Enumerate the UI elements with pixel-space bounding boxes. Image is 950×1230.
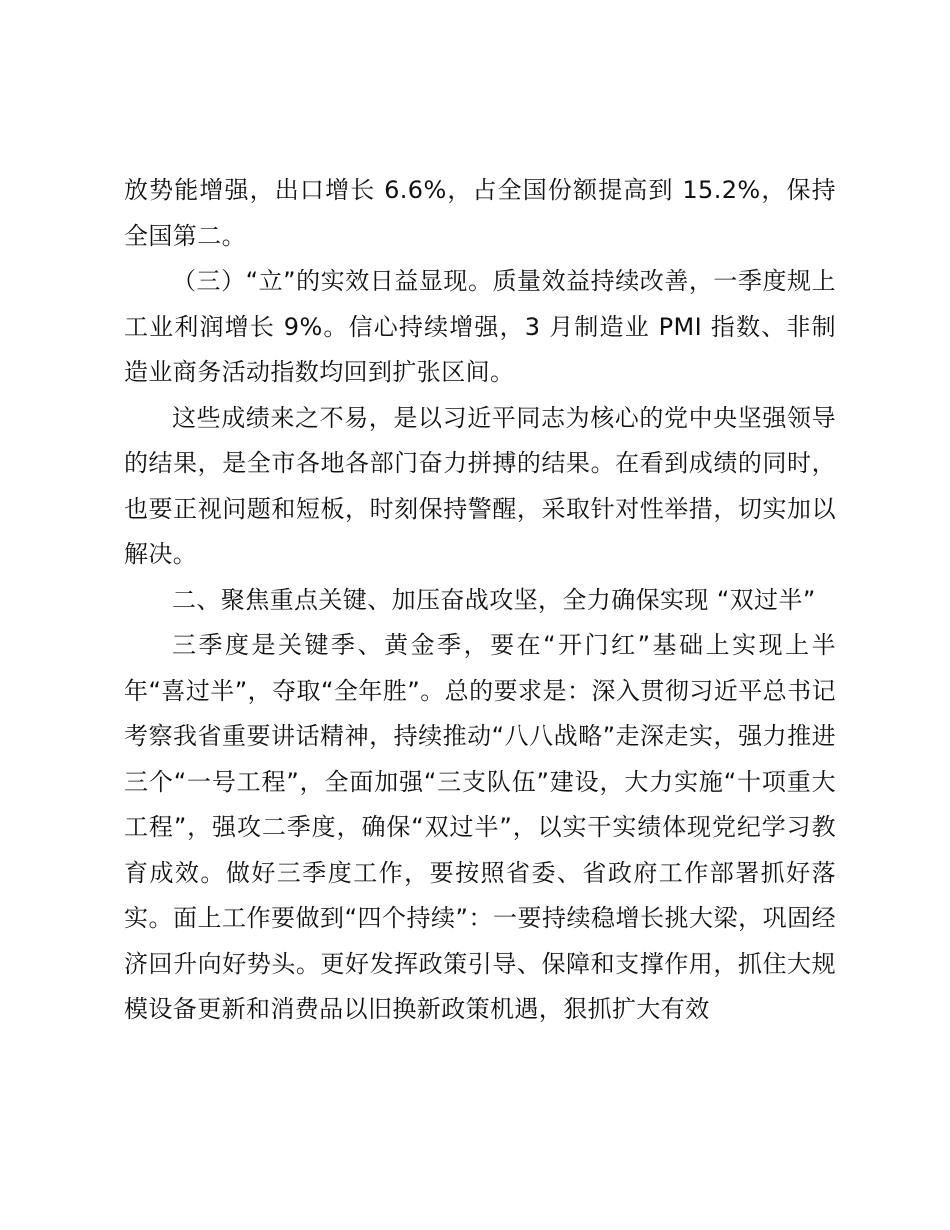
document-body bbox=[124, 168, 836, 1033]
paragraph-achievements: 这些成绩来之不易，是以习近平同志为核心的党中央坚强领导的结果，是全市各地各部门奋力拼搏的结果。在看到成绩的同时，也要正视问题和短板，时刻保持警醒，采取针对性举措，切实加以解决。 bbox=[124, 403, 836, 568]
paragraph-export-growth: 放势能增强，出口增长 6.6%，占全国份额提高到 15.2%，保持全国第二。 bbox=[124, 176, 836, 250]
paragraph-section-three: （三）“立”的实效日益显现。质量效益持续改善，一季度规上工业利润增长 9%。信心持续增强，3 月制造业 PMI 指数、非制造业商务活动指数均回到扩张区间。 bbox=[124, 267, 836, 386]
paragraph-third-quarter: 三季度是关键季、黄金季，要在“开门红”基础上实现上半年“喜过半”，夺取“全年胜”。总的要求是：深入贯彻习近平总书记考察我省重要讲话精神，持续推动“八八战略”走深走实，强力推进三个“一号工程”，全面加强“三支队伍”建设，大力实施“十项重大工程”，强攻二季度，确保“双过半”，以实干实绩体现党纪学习教育成效。做好三季度工作，要按照省委、省政府工作部署抓好落实。面上工作要做到“四个持续”：一要持续稳增长挑大梁，巩固经济回升向好势头。更好发挥政策引导、保障和支撑作用，抓住大规模设备更新和消费品以旧换新政策机遇，狠抓扩大有效 bbox=[124, 631, 836, 1023]
section-heading-two: 二、聚焦重点关键、加压奋战攻坚，全力确保实现 “双过半” bbox=[172, 585, 816, 614]
